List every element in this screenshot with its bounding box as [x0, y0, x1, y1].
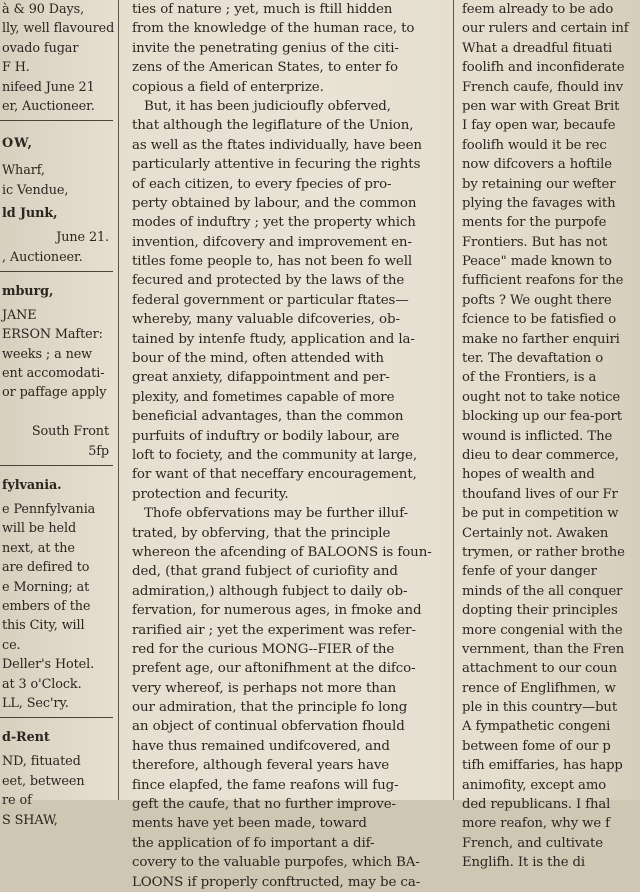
article-line: ter. The devaftation o [462, 351, 604, 367]
article-line: copious a field of enterprize. [132, 79, 324, 95]
ad-line: e Morning; at [2, 579, 90, 595]
article-line: loft to fociety, and the community at large, [132, 447, 417, 463]
article-line: But, it has been judicioufly obferved, [144, 98, 391, 114]
ad-heading: OW, [2, 136, 33, 152]
article-line: protection and fecurity. [132, 486, 289, 502]
article-line: rarified air ; yet the experiment was refer- [132, 622, 416, 638]
ad-line: or paffage apply [2, 385, 107, 401]
ad-line: ic Vendue, [2, 182, 69, 198]
article-line: ple in this country—but [462, 700, 618, 716]
ad-line: re of [2, 793, 32, 809]
article-line: trymen, or rather brothe [462, 544, 625, 560]
article-line: attachment to our coun [462, 661, 617, 677]
ad-line: er, Auctioneer. [2, 98, 95, 114]
article-line: very whereof, is perhaps not more than [132, 680, 397, 696]
ad-divider [0, 120, 113, 121]
ad-line: , Auctioneer. [2, 249, 83, 265]
article-line: thoufand lives of our Fr [462, 486, 618, 502]
article-line: Thofe obfervations may be further illuf- [144, 506, 408, 522]
article-line: between fome of our p [462, 738, 611, 754]
article-line: A fympathetic congeni [462, 719, 611, 735]
article-line: of the Frontiers, is a [462, 370, 597, 386]
ad-heading: mburg, [2, 283, 54, 299]
article-line: animofity, except amo [462, 777, 607, 793]
column-rule-left [118, 0, 119, 800]
ad-line: at 3 o'Clock. [2, 676, 82, 692]
article-line: zens of the American States, to enter fo [132, 60, 398, 76]
article-line: French caufe, fhould inv [462, 79, 624, 95]
article-line: Certainly not. Awaken [462, 525, 609, 541]
ad-line: nifeed June 21 [2, 79, 95, 95]
article-line: feem already to be ado [462, 2, 614, 17]
article-line: great anxiety, difappointment and per- [132, 370, 390, 386]
article-line: from the knowledge of the human race, to [132, 21, 415, 37]
article-line: ties of nature ; yet, much is ftill hidden [132, 2, 393, 17]
ad-line: ent accomodati- [2, 366, 105, 382]
article-line: rence of Englifhmen, w [462, 680, 616, 696]
article-line: vernment, than the Fren [462, 641, 625, 657]
article-line: fecured and protected by the laws of the [132, 273, 405, 289]
ad-line: LL, Sec'ry. [2, 695, 69, 711]
ad-line: 5fp [88, 443, 109, 459]
ad-line: Wharf, [2, 163, 45, 179]
article-line: hopes of wealth and [462, 467, 595, 483]
article-line: bour of the mind, often attended with [132, 351, 384, 367]
article-line: our rulers and certain inf [462, 21, 629, 37]
article-line: red for the curious MONG--FIER of the [132, 641, 395, 657]
article-line: foolifh would it be rec [462, 137, 607, 153]
ad-line: are defired to [2, 560, 90, 576]
article-line: pofts ? We ought there [462, 292, 612, 308]
article-line: Frontiers. But has not [462, 234, 608, 250]
article-line: therefore, although feveral years have [132, 758, 390, 774]
article-line: of each citizen, to every fpecies of pro- [132, 176, 392, 192]
article-line: fufficient reafons for the [462, 273, 624, 289]
ad-line: embers of the [2, 598, 91, 614]
article-line: our admiration, that the principle fo long [132, 700, 408, 716]
column-rule-right [453, 0, 454, 800]
ad-line: ERSON Mafter: [2, 327, 103, 343]
ad-line: ND, fituated [2, 754, 81, 770]
article-line: fervation, for numerous ages, in fmoke and [132, 603, 422, 619]
ad-line [0, 403, 113, 422]
article-line: geft the caufe, that no further improve- [132, 797, 396, 813]
article-line: French, and cultivate [462, 835, 603, 851]
article-line: fince elapfed, the fame reafons will fug- [132, 777, 399, 793]
article-line: more reafon, why we f [462, 816, 610, 832]
ad-divider [0, 465, 113, 466]
ad-line: next, at the [2, 540, 75, 556]
article-line: fenfe of your danger [462, 564, 597, 580]
article-line: invention, difcovery and improvement en- [132, 234, 412, 250]
article-line: perty obtained by labour, and the common [132, 195, 417, 211]
article-line: dopting their principles [462, 603, 618, 619]
article-line: admiration,) although fubject to daily ob- [132, 583, 408, 599]
ad-line: S SHAW, [2, 812, 58, 828]
article-line: What a dreadful fituati [462, 40, 613, 56]
article-line: trated, by obferving, that the principle [132, 525, 391, 541]
article-line: more congenial with the [462, 622, 623, 638]
article-line: purfuits of induftry or bodily labour, are [132, 428, 400, 444]
article-line: invite the penetrating genius of the citi- [132, 40, 399, 56]
article-line: plying the favages with [462, 195, 616, 211]
article-line: have thus remained undifcovered, and [132, 738, 390, 754]
ad-divider [0, 717, 113, 718]
article-line: federal government or particular ftates— [132, 292, 409, 308]
article-line: covery to the valuable purpofes, which BA- [132, 855, 420, 871]
ad-line: F H. [2, 60, 30, 76]
ad-line: ce. [2, 637, 21, 653]
ad-line: weeks ; a new [2, 346, 93, 362]
article-line: foolifh and inconfiderate [462, 60, 625, 76]
ad-heading: d-Rent [2, 730, 50, 746]
article-line: minds of the all conquer [462, 583, 623, 599]
article-line: particularly attentive in fecuring the rights [132, 157, 421, 173]
article-line: plexity, and fometimes capable of more [132, 389, 395, 405]
ad-line: will be held [2, 521, 77, 537]
ad-line: à & 90 Days, [2, 2, 85, 17]
article-line: Englifh. It is the di [462, 855, 585, 871]
article-line: whereon the afcending of BALOONS is foun- [132, 544, 432, 560]
ad-line: e Pennfylvania [2, 502, 96, 518]
ad-line: this City, will [2, 618, 85, 634]
article-line: ought not to take notice [462, 389, 621, 405]
left-column [0, 0, 115, 828]
article-line: whereby, many valuable difcoveries, ob- [132, 312, 400, 328]
ad-line: eet, between [2, 773, 85, 789]
article-line: modes of induftry ; yet the property which [132, 215, 416, 231]
article-line: fcience to be fatisfied o [462, 312, 617, 328]
article-line: make no farther enquiri [462, 331, 620, 347]
ad-line: JANE [2, 307, 37, 323]
ad-line: June 21. [56, 230, 109, 246]
ad-line: ovado fugar [2, 40, 79, 56]
article-line: Peace" made known to [462, 254, 612, 270]
article-line: ments have yet been made, toward [132, 816, 367, 832]
article-line: as well as the ftates individually, have been [132, 137, 422, 153]
article-line: tained by intenfe ftudy, application and la- [132, 331, 415, 347]
article-line: wound is inflicted. The [462, 428, 613, 444]
article-line: be put in competition w [462, 506, 619, 522]
article-line: for want of that neceffary encouragement, [132, 467, 417, 483]
article-line: prefent age, our aftonifhment at the difco- [132, 661, 416, 677]
article-line: ded, (that grand fubject of curiofity and [132, 564, 398, 580]
ad-line: South Front [31, 424, 109, 440]
article-line: blocking up our fea-port [462, 409, 622, 425]
ad-line: lly, well flavoured [2, 21, 115, 37]
article-line: an object of continual obfervation fhould [132, 719, 405, 735]
article-line: by retaining our wefter [462, 176, 616, 192]
ad-line: Deller's Hotel. [2, 657, 95, 673]
article-line: ments for the purpofe [462, 215, 607, 231]
article-line: the application of fo important a dif- [132, 835, 375, 851]
article-line: that although the legiflature of the Union, [132, 118, 414, 134]
right-column [458, 0, 640, 871]
ad-heading: ld Junk, [2, 206, 58, 222]
article-line: titles fome people to, has not been fo well [132, 254, 413, 270]
article-line: pen war with Great Brit [462, 98, 620, 114]
ad-heading: fylvania. [2, 478, 62, 494]
article-line: dieu to dear commerce, [462, 447, 619, 463]
ad-divider [0, 271, 113, 272]
article-line: now difcovers a hoftile [462, 157, 612, 173]
middle-column [126, 0, 450, 890]
article-line: tifh emiffaries, has happ [462, 758, 623, 774]
article-line: LOONS if properly conftructed, may be ca- [132, 874, 421, 890]
article-line: beneficial advantages, than the common [132, 409, 404, 425]
article-line: I fay open war, becaufe [462, 118, 616, 134]
article-line: ded republicans. I fhal [462, 797, 611, 813]
